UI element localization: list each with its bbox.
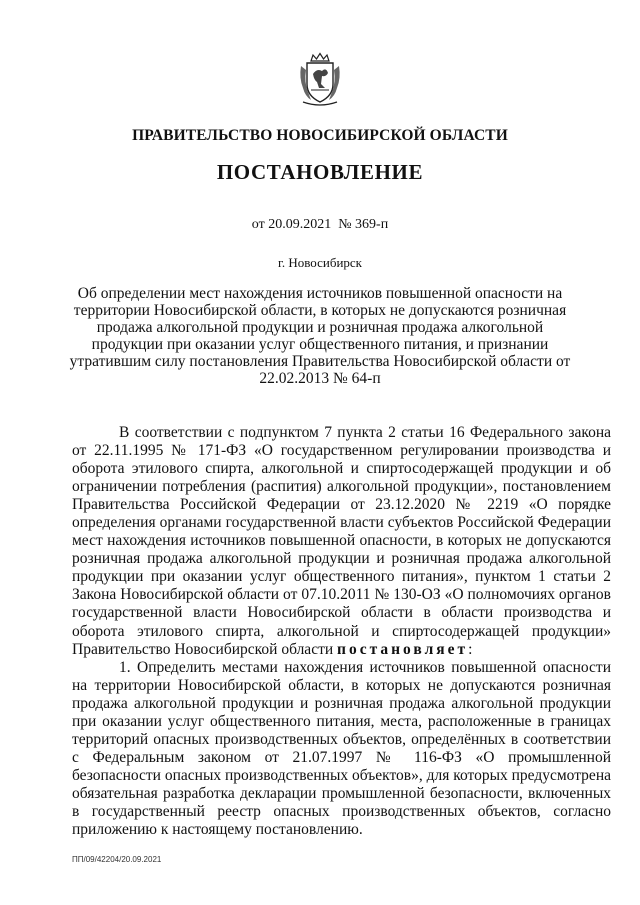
preamble-paragraph (72, 424, 611, 659)
decree-body (72, 424, 611, 839)
novosibirsk-coat-of-arms-icon (297, 52, 343, 108)
decree-subject: Об определении мест нахождения источников повышенной опасности на территории Новосибирской области, в которых не допускаются розничная продажа алкогольной продукции и розничная продажа алкогольной продукции при оказании услуг общественного питания, и признании утратившим силу постановления Правительства Новосибирской области от 22.02.2013 № 64-п (69, 285, 571, 387)
document-type-title: ПОСТАНОВЛЕНИЕ (216, 160, 424, 184)
city-name: г. Новосибирск (277, 255, 362, 270)
preamble-end: : (468, 640, 473, 658)
decree-date-number: от 20.09.2021 № 369-п (251, 217, 389, 232)
clause-1-paragraph: 1. Определить местами нахождения источников повышенной опасности на территории Новосибирской области, в которых не допускаются розничная продажа алкогольной продукции и розничная продажа алкогольной продукции при оказании услуг общественного питания, места, расположенные в границах территорий опасных производственных объектов, определённых в соответствии с Федеральным законом от 21.07.1997 № 116-ФЗ «О промышленной безопасности опасных производственных объектов», для которых предусмотрена обязательная разработка декларации промышленной безопасности, включенных в государственный реестр опасных производственных объектов, согласно приложению к настоящему постановлению. (72, 658, 611, 839)
preamble-text: В соответствии с подпунктом 7 пункта 2 статьи 16 Федерального закона от 22.11.1995 № 171-ФЗ «О государственном регулировании производства и оборота этилового спирта, алкогольной и спиртосодержащей продукции и об ограничении потребления (распития) алкогольной продукции», постановлением Правительства Российской Федерации от 23.12.2020 № 2219 «О порядке определения органами государственной власти субъектов Российской Федерации мест нахождения источников повышенной опасности, в которых не допускаются розничная продажа алкогольной продукции и розничная продажа алкогольной продукции при оказании услуг общественного питания», пунктом 1 статьи 2 Закона Новосибирской области от 07.10.2011 № 130-ОЗ «О полномочиях органов государственной власти Новосибирской области в области производства и оборота этилового спирта, алкогольной и спиртосодержащей продукции» Правительство Новосибирской области (72, 424, 611, 658)
document-footer-code: ПП/09/42204/20.09.2021 (72, 855, 162, 864)
resolves-word: постановляет (337, 640, 469, 658)
government-name: ПРАВИТЕЛЬСТВО НОВОСИБИРСКОЙ ОБЛАСТИ (132, 127, 508, 144)
